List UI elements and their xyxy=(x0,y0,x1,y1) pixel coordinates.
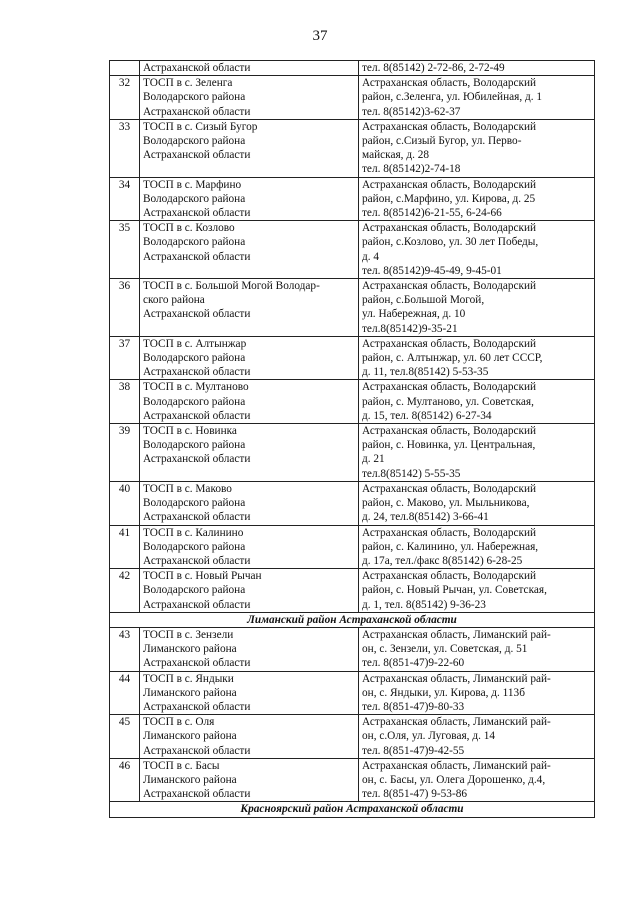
organization-line: ТОСП в с. Басы xyxy=(143,759,220,772)
address-line: Астраханская область, Володарский xyxy=(362,526,537,539)
address-line: тел. 8(85142)2-74-18 xyxy=(362,163,461,176)
row-number: 41 xyxy=(110,525,140,569)
address-cell xyxy=(359,627,595,671)
organization-line: Лиманского района xyxy=(143,643,237,656)
address-cell xyxy=(359,525,595,569)
organization-line: Астраханской области xyxy=(143,149,251,162)
address-line: Астраханская область, Володарский xyxy=(362,425,537,438)
table-row xyxy=(110,715,595,759)
organization-line: Астраханской области xyxy=(143,207,251,220)
organization-cell xyxy=(140,715,359,759)
address-line: майская, д. 28 xyxy=(362,149,430,162)
organization-cell xyxy=(140,76,359,120)
address-cell xyxy=(359,279,595,337)
organization-line: Володарского района xyxy=(143,497,246,510)
address-line: район, с. Калинино, ул. Набережная, xyxy=(362,540,539,553)
organization-line: Астраханской области xyxy=(143,250,251,263)
organization-line: Астраханской области xyxy=(143,105,251,118)
table-row xyxy=(110,279,595,337)
address-line: тел. 8(85142)6-21-55, 6-24-66 xyxy=(362,207,502,220)
address-line: д. 11, тел.8(85142) 5-53-35 xyxy=(362,366,489,379)
address-cell xyxy=(359,76,595,120)
organization-line: ТОСП в с. Сизый Бугор xyxy=(143,120,258,133)
table-row xyxy=(110,119,595,177)
organization-cell xyxy=(140,481,359,525)
table-row xyxy=(110,758,595,802)
address-cell xyxy=(359,424,595,482)
table-row xyxy=(110,525,595,569)
row-number: 39 xyxy=(110,424,140,482)
address-line: Астраханская область, Володарский xyxy=(362,77,537,90)
address-line: он, с.Оля, ул. Луговая, д. 14 xyxy=(362,730,496,743)
address-cell xyxy=(359,671,595,715)
organization-line: Володарского района xyxy=(143,236,246,249)
organization-line: Астраханской области xyxy=(143,366,251,379)
address-line: ул. Набережная, д. 10 xyxy=(362,308,466,321)
organization-line: Володарского района xyxy=(143,439,246,452)
organization-cell xyxy=(140,627,359,671)
address-cell xyxy=(359,758,595,802)
address-line: тел.8(85142)9-35-21 xyxy=(362,322,458,335)
row-number: 34 xyxy=(110,177,140,221)
organization-line: Астраханской области xyxy=(143,657,251,670)
table-row xyxy=(110,671,595,715)
organization-line: ТОСП в с. Козлово xyxy=(143,222,235,235)
organization-line: ТОСП в с. Марфино xyxy=(143,178,242,191)
address-line: район, с.Зеленга, ул. Юбилейная, д. 1 xyxy=(362,91,543,104)
organization-line: Астраханской области xyxy=(143,511,251,524)
registry-table xyxy=(109,60,595,818)
table-row xyxy=(110,627,595,671)
address-line: район, с.Большой Могой, xyxy=(362,294,485,307)
address-cell xyxy=(359,336,595,380)
table-row xyxy=(110,221,595,279)
organization-line: ТОСП в с. Калинино xyxy=(143,526,244,539)
address-line: район, с. Новый Рычан, ул. Советская, xyxy=(362,584,547,597)
address-line: район, с. Алтынжар, ул. 60 лет СССР, xyxy=(362,352,543,365)
organization-line: ТОСП в с. Новинка xyxy=(143,425,237,438)
row-number-cell xyxy=(110,61,140,76)
address-line: тел. 8(851-47)9-22-60 xyxy=(362,657,465,670)
row-number: 42 xyxy=(110,569,140,613)
address-line: тел.8(85142) 5-55-35 xyxy=(362,467,461,480)
address-line: Астраханская область, Лиманский рай- xyxy=(362,672,551,685)
row-number: 43 xyxy=(110,627,140,671)
organization-line: Володарского района xyxy=(143,91,246,104)
organization-line: Володарского района xyxy=(143,395,246,408)
address-line: Астраханская область, Володарский xyxy=(362,337,537,350)
address-line: д. 4 xyxy=(362,250,380,263)
address-line: Астраханская область, Володарский xyxy=(362,482,537,495)
organization-line: Астраханской области xyxy=(143,409,251,422)
address-line: д. 15, тел. 8(85142) 6-27-34 xyxy=(362,409,492,422)
organization-line: Володарского района xyxy=(143,192,246,205)
row-number: 36 xyxy=(110,279,140,337)
address-cell xyxy=(359,119,595,177)
organization-line: ТОСП в с. Новый Рычан xyxy=(143,570,262,583)
address-line: Астраханская область, Лиманский рай- xyxy=(362,759,551,772)
organization-line: Астраханской области xyxy=(143,62,251,74)
address-line: район, с. Маково, ул. Мыльникова, xyxy=(362,497,530,510)
organization-line: Володарского района xyxy=(143,540,246,553)
organization-line: Володарского района xyxy=(143,352,246,365)
organization-cell xyxy=(140,380,359,424)
address-line: Астраханская область, Володарский xyxy=(362,570,537,583)
organization-cell xyxy=(140,758,359,802)
organization-line: ТОСП в с. Большой Могой Володар- xyxy=(143,280,320,293)
address-line: тел. 8(85142) 2-72-86, 2-72-49 xyxy=(362,62,505,74)
address-cell xyxy=(359,61,595,76)
address-line: район, с.Марфино, ул. Кирова, д. 25 xyxy=(362,192,536,205)
organization-line: Володарского района xyxy=(143,135,246,148)
organization-line: Астраханской области xyxy=(143,453,251,466)
organization-cell xyxy=(140,221,359,279)
section-title: Красноярский район Астраханской области xyxy=(110,802,595,817)
organization-cell xyxy=(140,61,359,76)
address-line: Астраханская область, Володарский xyxy=(362,222,537,235)
table-row xyxy=(110,481,595,525)
address-cell xyxy=(359,715,595,759)
address-line: он, с. Зензели, ул. Советская, д. 51 xyxy=(362,643,528,656)
address-cell xyxy=(359,221,595,279)
address-cell xyxy=(359,481,595,525)
page-number: 37 xyxy=(312,28,328,44)
organization-cell xyxy=(140,177,359,221)
organization-line: ТОСП в с. Мултаново xyxy=(143,381,249,394)
address-line: д. 1, тел. 8(85142) 9-36-23 xyxy=(362,598,486,611)
address-line: Астраханская область, Володарский xyxy=(362,178,537,191)
address-line: район, с.Козлово, ул. 30 лет Победы, xyxy=(362,236,539,249)
section-header-row xyxy=(110,612,595,627)
address-cell xyxy=(359,177,595,221)
organization-cell xyxy=(140,671,359,715)
table-row xyxy=(110,177,595,221)
organization-cell xyxy=(140,525,359,569)
table-row-continued xyxy=(110,61,595,76)
row-number: 38 xyxy=(110,380,140,424)
organization-line: ТОСП в с. Алтынжар xyxy=(143,337,247,350)
organization-line: Астраханской области xyxy=(143,788,251,801)
row-number: 46 xyxy=(110,758,140,802)
address-line: Астраханская область, Лиманский рай- xyxy=(362,716,551,729)
organization-cell xyxy=(140,119,359,177)
organization-line: Лиманского района xyxy=(143,686,237,699)
table-row xyxy=(110,76,595,120)
row-number: 45 xyxy=(110,715,140,759)
address-line: тел. 8(851-47)9-42-55 xyxy=(362,744,465,757)
organization-line: Астраханской области xyxy=(143,744,251,757)
address-line: д. 17а, тел./факс 8(85142) 6-28-25 xyxy=(362,554,523,567)
table-row xyxy=(110,424,595,482)
address-cell xyxy=(359,569,595,613)
address-line: д. 24, тел.8(85142) 3-66-41 xyxy=(362,511,489,524)
address-line: район, с.Сизый Бугор, ул. Перво- xyxy=(362,135,522,148)
organization-line: Астраханской области xyxy=(143,554,251,567)
address-line: Астраханская область, Володарский xyxy=(362,280,537,293)
organization-line: Астраханской области xyxy=(143,598,251,611)
organization-line: ТОСП в с. Яндыки xyxy=(143,672,234,685)
address-line: Астраханская область, Володарский xyxy=(362,381,537,394)
row-number: 32 xyxy=(110,76,140,120)
address-line: Астраханская область, Володарский xyxy=(362,120,537,133)
address-line: тел. 8(85142)3-62-37 xyxy=(362,105,461,118)
organization-line: ТОСП в с. Зензели xyxy=(143,628,234,641)
organization-line: ТОСП в с. Зеленга xyxy=(143,77,233,90)
row-number: 37 xyxy=(110,336,140,380)
row-number: 40 xyxy=(110,481,140,525)
address-line: район, с. Новинка, ул. Центральная, xyxy=(362,439,536,452)
organization-line: ТОСП в с. Оля xyxy=(143,716,215,729)
organization-line: Володарского района xyxy=(143,584,246,597)
address-line: тел. 8(851-47)9-80-33 xyxy=(362,700,465,713)
organization-cell xyxy=(140,569,359,613)
table-row xyxy=(110,380,595,424)
organization-cell xyxy=(140,279,359,337)
address-line: он, с. Яндыки, ул. Кирова, д. 113б xyxy=(362,686,525,699)
row-number: 33 xyxy=(110,119,140,177)
organization-line: Лиманского района xyxy=(143,730,237,743)
registry-table-body xyxy=(110,61,595,818)
organization-line: Лиманского района xyxy=(143,773,237,786)
section-header-row xyxy=(110,802,595,817)
address-cell xyxy=(359,380,595,424)
organization-line: ТОСП в с. Маково xyxy=(143,482,232,495)
organization-line: Астраханской области xyxy=(143,700,251,713)
organization-cell xyxy=(140,336,359,380)
address-line: Астраханская область, Лиманский рай- xyxy=(362,628,551,641)
table-row xyxy=(110,336,595,380)
row-number: 44 xyxy=(110,671,140,715)
address-line: тел. 8(85142)9-45-49, 9-45-01 xyxy=(362,264,502,277)
section-title: Лиманский район Астраханской области xyxy=(110,612,595,627)
row-number: 35 xyxy=(110,221,140,279)
organization-line: Астраханской области xyxy=(143,308,251,321)
organization-cell xyxy=(140,424,359,482)
address-line: тел. 8(851-47) 9-53-86 xyxy=(362,788,468,801)
table-row xyxy=(110,569,595,613)
address-line: район, с. Мултаново, ул. Советская, xyxy=(362,395,534,408)
address-line: он, с. Басы, ул. Олега Дорошенко, д.4, xyxy=(362,773,546,786)
address-line: д. 21 xyxy=(362,453,385,466)
organization-line: ского района xyxy=(143,294,205,307)
